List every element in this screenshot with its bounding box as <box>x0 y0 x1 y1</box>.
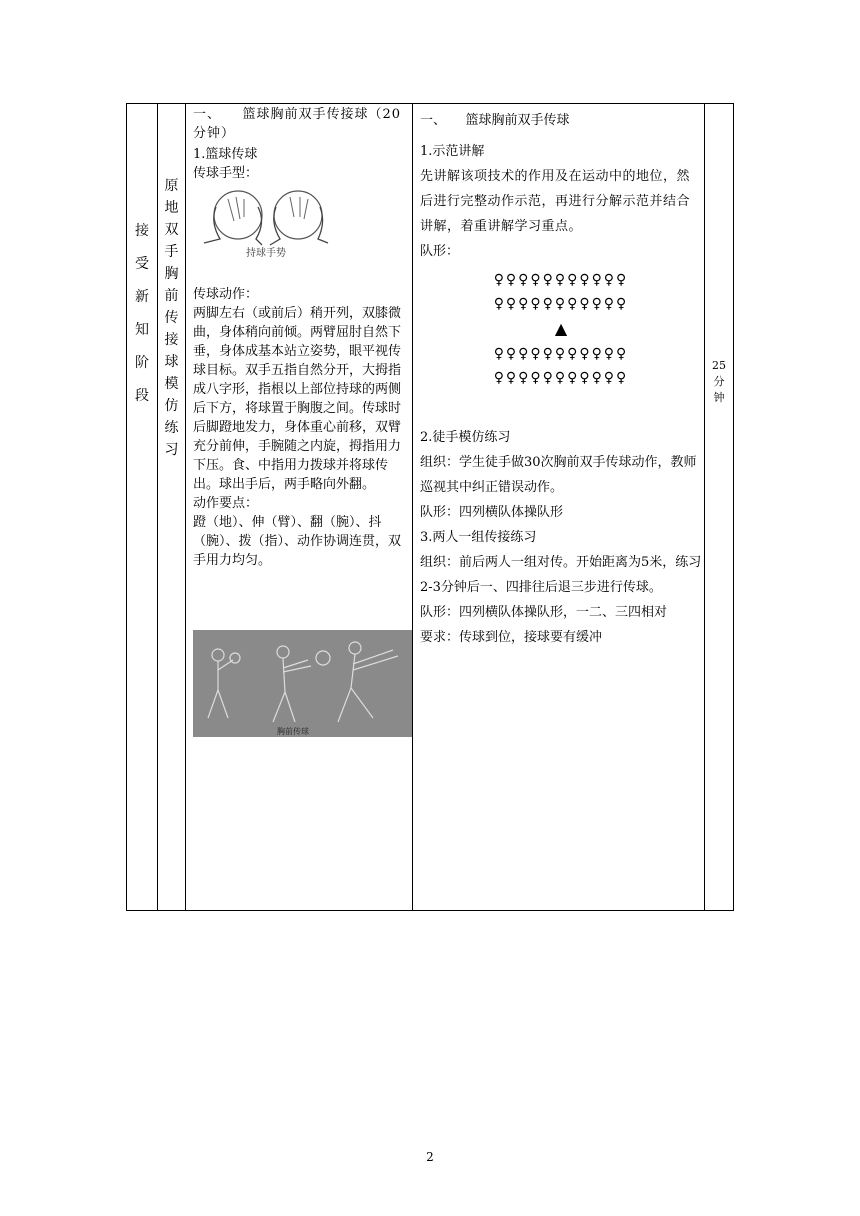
activity-cell <box>159 175 184 461</box>
content-sub1: 1.篮球传球 <box>193 147 258 162</box>
grip-illustration <box>200 187 330 259</box>
content-cell-lower <box>193 285 408 570</box>
formation-label: 队形： <box>420 244 460 259</box>
table-border-left <box>126 103 127 911</box>
activity-text: 原地双手胸前传接球模仿练习 <box>164 178 179 458</box>
chest-pass-photo <box>193 630 412 737</box>
s2-text: 组织：学生徒手做30次胸前双手传球动作，教师巡视其中纠正错误动作。 <box>420 455 697 495</box>
table-border-right <box>733 103 734 911</box>
content-heading: 一、 篮球胸前双手传接球（20分钟） <box>193 107 402 141</box>
formation-row-2: ♀♀♀♀♀♀♀♀♀♀♀ <box>493 296 629 312</box>
action-label: 传球动作： <box>193 287 259 302</box>
formation-diagram <box>420 268 702 405</box>
s3-title: 3.两人一组传接练习 <box>420 530 537 545</box>
col-divider-2 <box>185 103 186 911</box>
s3-requirement: 要求：传球到位，接球要有缓冲 <box>420 630 603 645</box>
time-unit-2: 钟 <box>713 391 725 404</box>
formation-row-4: ♀♀♀♀♀♀♀♀♀♀♀ <box>493 370 629 386</box>
s1-title: 1.示范讲解 <box>420 144 485 159</box>
col-divider-1 <box>157 103 158 911</box>
s3-formation: 队形：四列横队体操队形，一二、三四相对 <box>420 605 668 620</box>
teacher-triangle-icon: ▲ <box>554 319 568 338</box>
time-value: 25 <box>712 359 726 372</box>
table-border-top <box>126 103 734 104</box>
s2-title: 2.徒手模仿练习 <box>420 430 511 445</box>
s2-formation: 队形：四列横队体操队形 <box>420 505 564 520</box>
hands-holding-ball-icon <box>200 187 330 259</box>
grip-label: 传球手型： <box>193 166 259 181</box>
time-unit-1: 分 <box>713 375 725 388</box>
method-heading: 一、 篮球胸前双手传球 <box>420 113 570 128</box>
s3-text: 组织：前后两人一组对传。开始距离为5米，练习2-3分钟后一、四排往后退三步进行传球。 <box>420 555 702 595</box>
page-number: 2 <box>426 1150 434 1164</box>
method-cell <box>420 108 702 650</box>
s1-text: 先讲解该项技术的作用及在运动中的地位，然后进行完整动作示范，再进行分解示范并结合讲解，着重讲解学习重点。 <box>420 169 691 234</box>
photo-caption: 胸前传球 <box>277 727 309 736</box>
keypoints-text: 蹬（地）、伸（臂）、翻（腕）、抖（腕）、拨（指）、动作协调连贯，双手用力均匀。 <box>193 515 402 568</box>
action-text: 两脚左右（或前后）稍开列，双膝微曲，身体稍向前倾。两臂屈肘自然下垂，身体成基本站立姿势，眼平视传球目标。双手五指自然分开，大拇指成八字形，指根以上部位持球的两侧后下方，将球置于胸腹之间。传球时后脚蹬地发力，身体重心前移，双臂充分前伸，手腕随之内旋，拇指用力下压。食、中指用力拨球并将球传出。球出手后，两手略向外翻。 <box>193 306 402 492</box>
formation-row-3: ♀♀♀♀♀♀♀♀♀♀♀ <box>493 346 629 362</box>
lesson-table <box>126 103 734 911</box>
time-cell <box>706 358 732 406</box>
grip-caption: 持球手势 <box>246 248 286 259</box>
chest-pass-figures-icon <box>193 630 412 737</box>
col-divider-3 <box>412 103 413 911</box>
table-border-bottom <box>126 910 734 911</box>
content-cell <box>193 105 408 183</box>
stage-cell <box>128 215 156 413</box>
formation-row-1: ♀♀♀♀♀♀♀♀♀♀♀ <box>493 272 629 288</box>
col-divider-4 <box>704 103 705 911</box>
keypoints-label: 动作要点： <box>193 496 259 511</box>
stage-text: 接受新知阶段 <box>135 223 149 404</box>
